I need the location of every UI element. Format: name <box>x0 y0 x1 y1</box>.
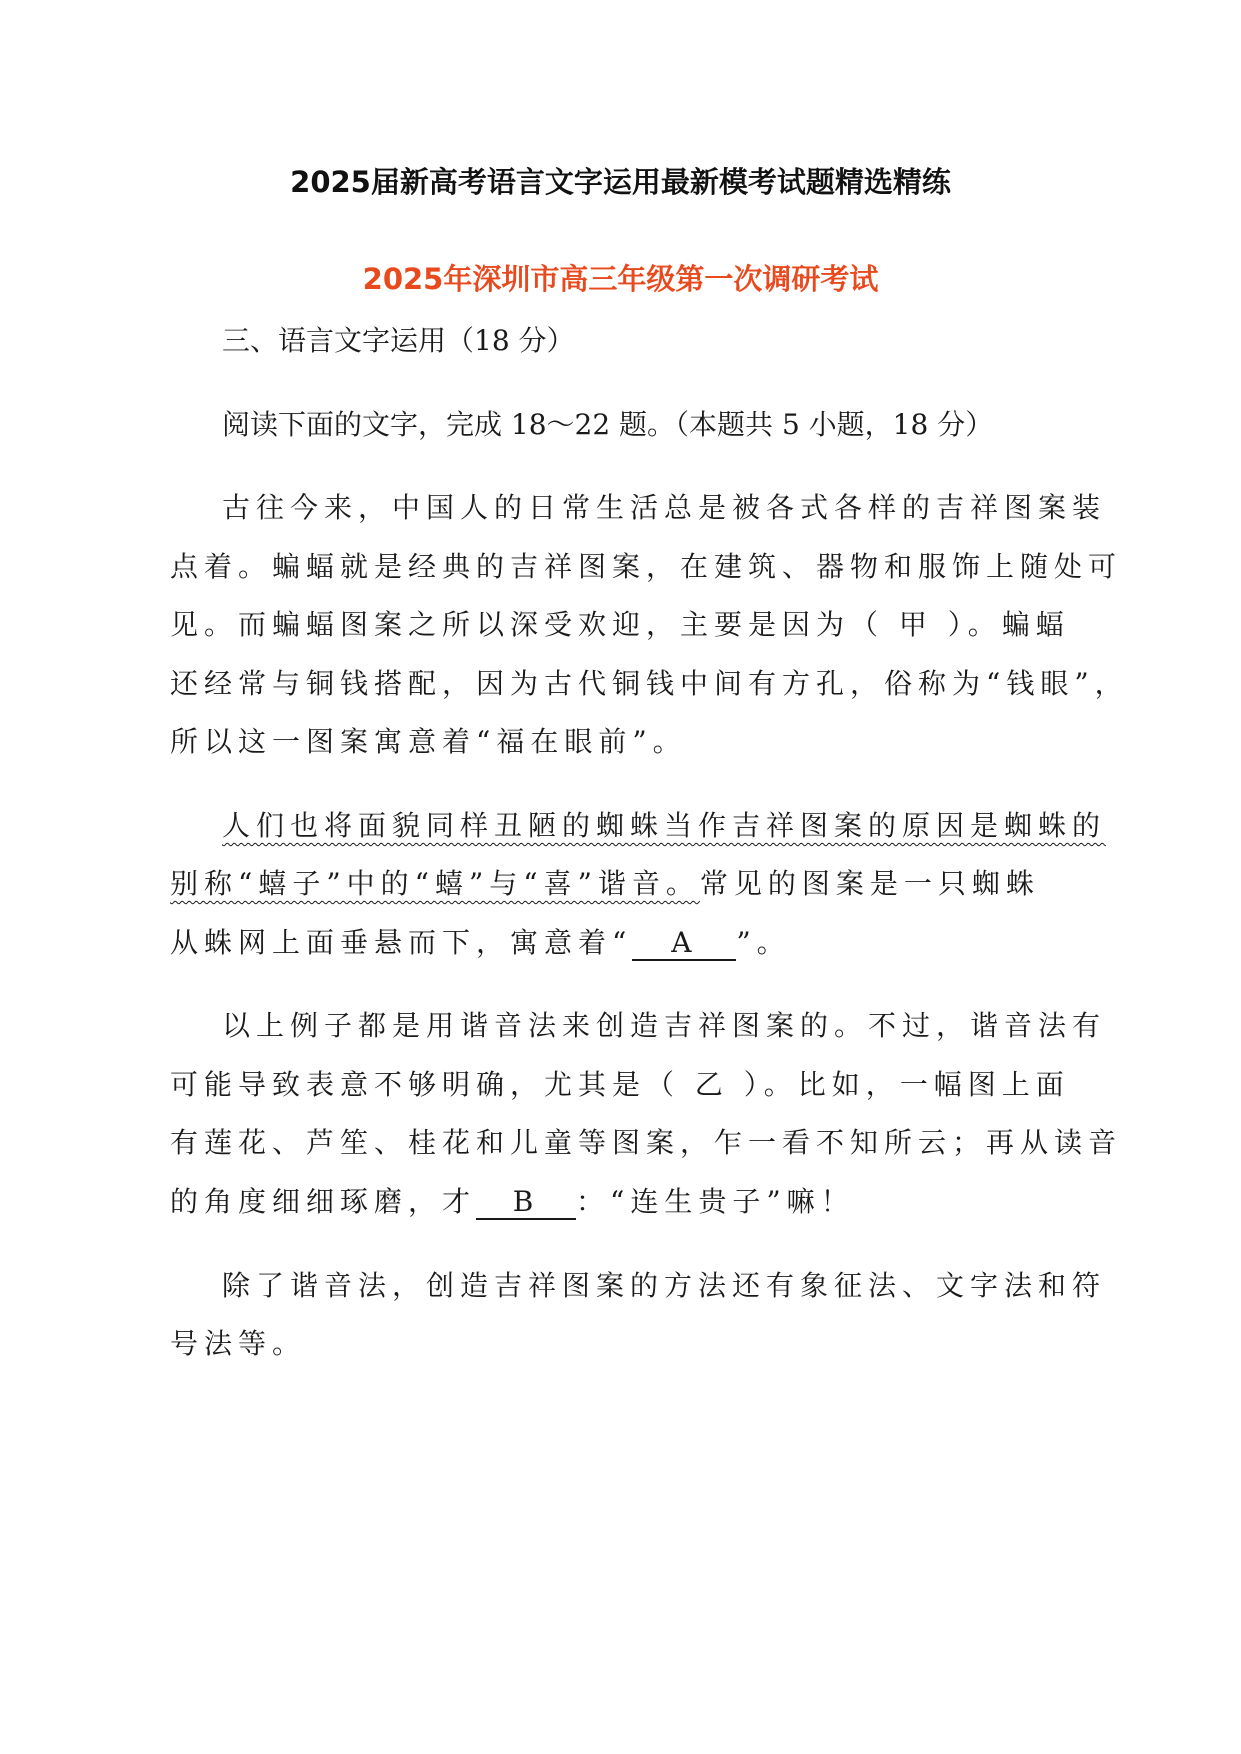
passage-p3-line4: 的角度细细琢磨，才 B ：“连生贵子”嘛！ <box>170 1180 855 1220</box>
passage-p2-line1 <box>222 804 1106 844</box>
blank-b[interactable]: B <box>476 1186 576 1220</box>
section-heading: 三、语言文字运用（18 分） <box>222 324 575 357</box>
passage-p1-line4: 还经常与铜钱搭配，因为古代铜钱中间有方孔，俗称为“钱眼”， <box>170 667 1129 700</box>
passage-p2-line3: 从蛛网上面垂悬而下，寓意着“ A ”。 <box>170 921 791 961</box>
blank-a[interactable]: A <box>632 927 736 961</box>
passage-p1-line2: 点着。蝙蝠就是经典的吉祥图案，在建筑、器物和服饰上随处可 <box>170 550 1123 583</box>
wavy-underlined-sentence-end: 别称“蟢子”中的“蟢”与“喜”谐音。 <box>170 867 700 900</box>
passage-p1-line3: 见。而蝙蝠图案之所以深受欢迎，主要是因为（ 甲 ）。蝙蝠 <box>170 608 1070 641</box>
wavy-underlined-sentence: 人们也将面貌同样丑陋的蜘蛛当作吉祥图案的原因是蜘蛛的 <box>222 809 1107 842</box>
passage-p4-line2: 号法等。 <box>170 1327 307 1360</box>
passage-p1-line5: 所以这一图案寓意着“福在眼前”。 <box>170 725 687 758</box>
passage-p1-line1: 古往今来，中国人的日常生活总是被各式各样的吉祥图案装 <box>222 491 1107 524</box>
passage-p3-line3: 有莲花、芦笙、桂花和儿童等图案，乍一看不知所云；再从读音 <box>170 1126 1123 1159</box>
exam-subtitle: 2025年深圳市高三年级第一次调研考试 <box>362 262 879 296</box>
passage-p4-line1: 除了谐音法，创造吉祥图案的方法还有象征法、文字法和符 <box>222 1269 1107 1302</box>
reading-instruction: 阅读下面的文字，完成 18～22 题。（本题共 5 小题，18 分） <box>222 408 994 441</box>
passage-p2-line2: 别称“蟢子”中的“蟢”与“喜”谐音。常见的图案是一只蜘蛛 <box>170 867 1040 900</box>
passage-p3-line2: 可能导致表意不够明确，尤其是（ 乙 ）。比如，一幅图上面 <box>170 1068 1070 1101</box>
passage-p3-line1: 以上例子都是用谐音法来创造吉祥图案的。不过，谐音法有 <box>222 1009 1107 1042</box>
document-title: 2025届新高考语言文字运用最新模考试题精选精练 <box>290 165 951 199</box>
